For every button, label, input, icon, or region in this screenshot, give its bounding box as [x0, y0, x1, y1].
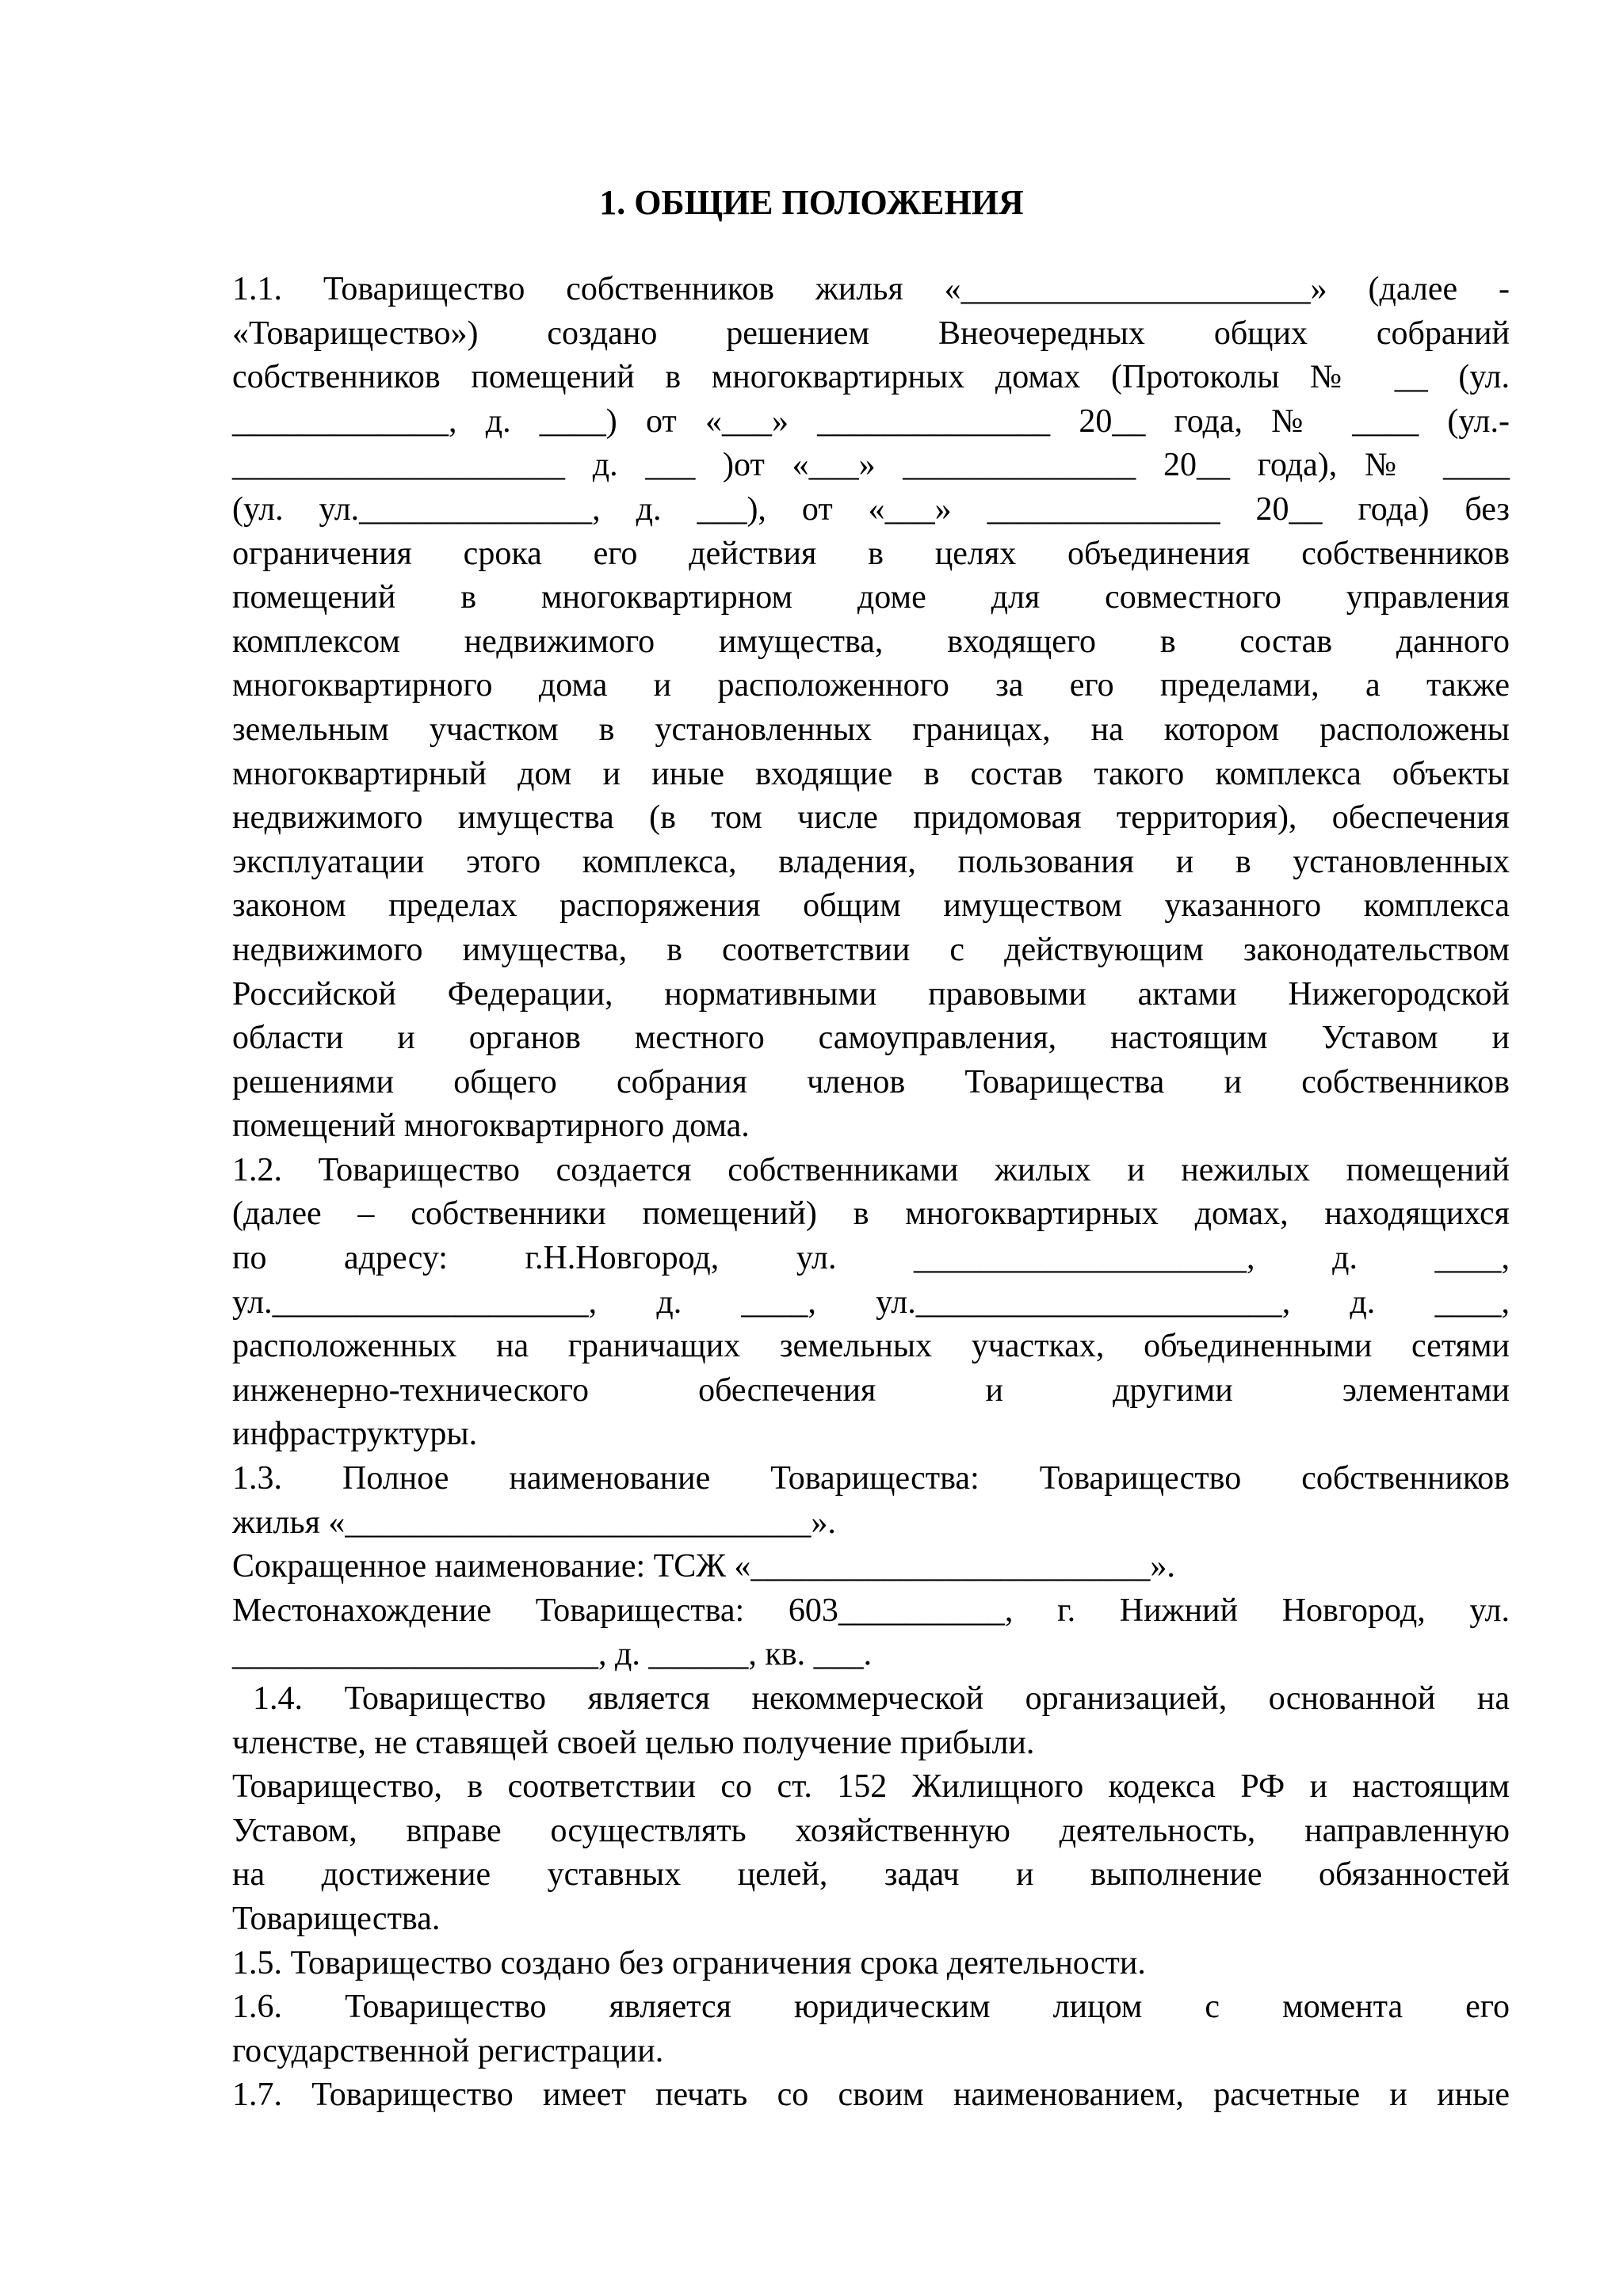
text-line: ____________________ д. ___ )от «___» ______________ 20__ года), № ____	[232, 447, 1510, 484]
text-line: 1.3. Полное наименование Товарищества: Товарищество собственников	[232, 1460, 1510, 1497]
text-line: ул.___________________, д. ____, ул.______________________, д. ____,	[232, 1283, 1510, 1321]
text-line: Товарищество, в соответствии со ст. 152 Жилищного кодекса РФ и настоящим	[232, 1768, 1510, 1806]
section-title: 1. ОБЩИЕ ПОЛОЖЕНИЯ	[599, 183, 1024, 222]
text-line: области и органов местного самоуправления, настоящим Уставом и	[232, 1020, 1510, 1057]
text-line: инфраструктуры.	[232, 1416, 478, 1453]
text-line: государственной регистрации.	[232, 2032, 664, 2069]
text-line: решениями общего собрания членов Товарищества и собственников	[232, 1063, 1510, 1100]
text-line: Местонахождение Товарищества: 603__________, г. Нижний Новгород, ул.	[232, 1592, 1510, 1629]
text-line: недвижимого имущества (в том числе придомовая территория), обеспечения	[232, 799, 1510, 837]
text-line: земельным участком в установленных границах, на котором расположены	[232, 711, 1510, 748]
text-line: ______________________, д. ______, кв. ___.	[232, 1636, 873, 1673]
document-body	[232, 268, 1510, 2118]
text-line: законом пределах распоряжения общим имуществом указанного комплекса	[232, 887, 1510, 925]
text-line: по адресу: г.Н.Новгород, ул. ____________________, д. ____,	[232, 1240, 1510, 1277]
text-line: Российской Федерации, нормативными правовыми актами Нижегородской	[232, 975, 1510, 1013]
text-line: инженерно-технического обеспечения и другими элементами	[232, 1371, 1510, 1409]
text-line: расположенных на граничащих земельных участках, объединенными сетями	[232, 1328, 1510, 1365]
text-line: эксплуатации этого комплекса, владения, пользования и в установленных	[232, 843, 1510, 880]
text-line: комплексом недвижимого имущества, входящего в состав данного	[232, 623, 1510, 660]
text-line: Товарищества.	[232, 1900, 441, 1937]
text-line: помещений многоквартирного дома.	[232, 1108, 750, 1145]
text-line: на достижение уставных целей, задач и выполнение обязанностей	[232, 1856, 1510, 1894]
text-line: _____________, д. ____) от «___» ______________ 20__ года, № ____ (ул.-	[232, 402, 1510, 440]
text-line: Сокращенное наименование: ТСЖ «________________________».	[232, 1548, 1175, 1585]
text-line: 1.4. Товарищество является некоммерческой организацией, основанной на	[253, 1680, 1510, 1717]
text-line: многоквартирный дом и иные входящие в состав такого комплекса объекты	[232, 755, 1510, 792]
text-line: Уставом, вправе осуществлять хозяйственную деятельность, направленную	[232, 1812, 1510, 1849]
text-line: недвижимого имущества, в соответствии с действующим законодательством	[232, 931, 1510, 968]
text-line: 1.1. Товарищество собственников жилья «_____________________» (далее -	[232, 271, 1510, 307]
text-line: собственников помещений в многоквартирных домах (Протоколы № __ (ул.	[232, 359, 1510, 396]
text-line: 1.6. Товарищество является юридическим лицом с момента его	[232, 1989, 1510, 2026]
text-line: (далее – собственники помещений) в многоквартирных домах, находящихся	[232, 1196, 1510, 1233]
text-line: жилья «____________________________».	[232, 1504, 836, 1541]
text-line: членстве, не ставящей своей целью получение прибыли.	[232, 1724, 1035, 1761]
text-line: помещений в многоквартирном доме для совместного управления	[232, 579, 1510, 616]
text-line: 1.5. Товарищество создано без ограничения срока деятельности.	[232, 1944, 1146, 1981]
text-line: ограничения срока его действия в целях объединения собственников	[232, 535, 1510, 572]
text-line: 1.2. Товарищество создается собственниками жилых и нежилых помещений	[232, 1151, 1510, 1188]
text-line: (ул. ул.______________, д. ___), от «___» ______________ 20__ года) без	[232, 490, 1510, 528]
text-line: «Товарищество») создано решением Внеочередных общих собраний	[232, 315, 1510, 352]
text-line: многоквартирного дома и расположенного за его пределами, а также	[232, 667, 1510, 704]
text-line: 1.7. Товарищество имеет печать со своим наименованием, расчетные и иные	[232, 2077, 1510, 2114]
